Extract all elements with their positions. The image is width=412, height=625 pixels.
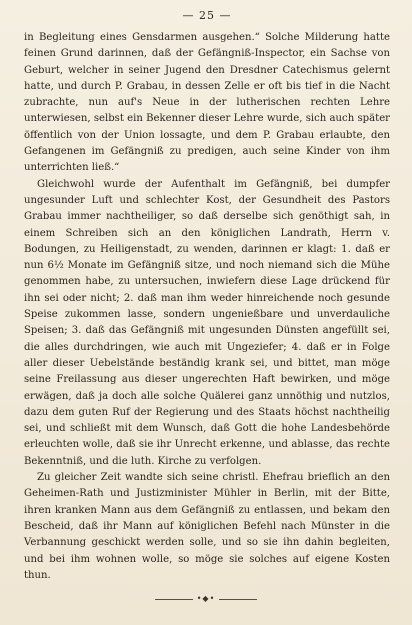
ornament-rule-left: [155, 599, 193, 600]
paragraph-3: Zu gleicher Zeit wandte sich seine christl. Ehefrau brieflich an den Geheimen-Rath und Justizminister Mühler in Berlin, mit der Bitte, ihren kranken Mann aus dem Gefängniß zu entlassen, und bekam den Bescheid, daß ihr Mann auf königlichen Befehl nach Münster in die Verbannung geschickt werden solle, und so sie ihn dahin begleiten, und bei ihm wohnen wolle, so möge sie solches auf eigene Kosten thun.: [24, 472, 390, 581]
paragraph-2: Gleichwohl wurde der Aufenthalt im Gefängniß, bei dumpfer ungesunder Luft und schlechter Kost, der Gesundheit des Pastors Grabau immer nachtheiliger, so daß derselbe sich genöthigt sah, in einem Schreiben sich an den königlichen Landrath, Herrn v. Bodungen, zu Heiligenstadt, zu wenden, darinnen er klagt: 1. daß er nun 6½ Monate im Gefängniß sitze, und noch niemand sich die Mühe genommen habe, zu untersuchen, inwiefern diese Lage drückend für ihn sei oder nicht; 2. daß man ihm weder hinreichende noch gesunde Speise zukommen lasse, sondern ungenießbare und unverdauliche Speisen; 3. daß das Gefängniß mit ungesunden Dünsten angefüllt sei, die alles durchdringen, wie auch mit Ungeziefer; 4. daß er in Folge aller dieser Uebelstände beständig krank sei, und bittet, man möge seine Freilassung aus dieser ungerechten Haft bewirken, und möge erwägen, daß ja doch alle solche Quälerei ganz unnöthig und nutzlos, dazu dem guten Ruf der Regierung und des Staats höchst nachtheilig sei, und schließt mit dem Wunsch, daß Gott die hohe Landesbehörde erleuchten wolle, daß sie ihr Unrecht erkenne, und ablasse, das rechte Bekenntniß, und die luth. Kirche zu verfolgen.: [24, 178, 390, 467]
ornament-glyph: •◆•: [196, 594, 216, 603]
end-ornament: [0, 594, 412, 603]
paragraph-1: in Begleitung eines Gensdarmen ausgehen.“ Solche Milderung hatte feinen Grund darinnen, daß der Gefängniß-Inspector, ein Sachse von Geburt, welcher in seiner Jugend den Dresdner Catechismus gelernt hatte, und durch P. Grabau, in dessen Zelle er oft bis tief in die Nacht zubrachte, nun auf's Neue in der lutherischen rechten Lehre unterwiesen, selbst ein Bekenner dieser Lehre wurde, sich auch später öffentlich von der Union lossagte, und dem P. Grabau erlaubte, den Gefangenen im Gefängniß zu predigen, auch seine Kinder von ihm unterrichten ließ.“: [24, 32, 390, 174]
ornament-rule-right: [219, 599, 257, 600]
page-number: — 25 —: [182, 9, 232, 22]
